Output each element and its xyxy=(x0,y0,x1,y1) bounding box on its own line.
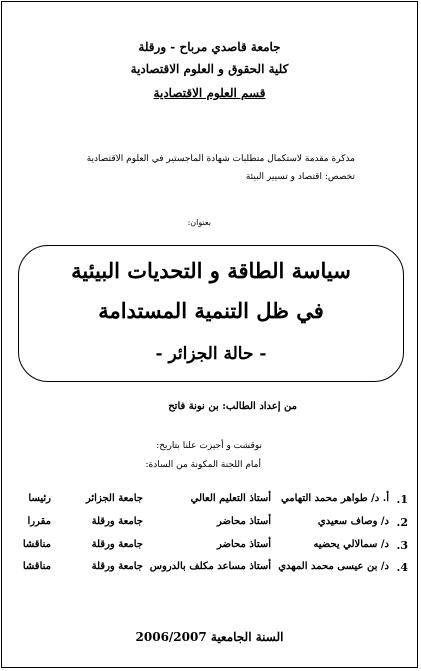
jury-role: مناقشا xyxy=(22,561,51,572)
thesis-cover-page xyxy=(1,1,418,668)
jury-number: 2. xyxy=(396,516,408,529)
jury-row xyxy=(2,516,417,536)
jury-role: مقررا xyxy=(27,516,51,527)
jury-name: د/ بن عيسى محمد المهدي xyxy=(278,561,389,572)
memo-statement: مذكرة مقدمة لاستكمال متطلبات شهادة الماجستير في العلوم الاقتصادية xyxy=(86,154,355,164)
jury-row xyxy=(2,493,417,513)
jury-role: مناقشا xyxy=(22,539,51,550)
jury-number: 3. xyxy=(396,539,408,552)
title-line-3: - حالة الجزائر - xyxy=(155,344,267,364)
department-name xyxy=(2,86,417,100)
jury-role: رئيسا xyxy=(28,493,51,504)
title-box xyxy=(18,245,404,382)
discussion-date-line: نوقشت و أجيزت علنا بتاريخ: xyxy=(156,441,262,451)
title-line-1: سياسة الطاقة و التحديات البيئية xyxy=(71,258,351,283)
title-line-2: في ظل التنمية المستدامة xyxy=(98,298,324,323)
jury-institution: جامعة ورقلة xyxy=(91,516,143,527)
jury-intro: أمام اللجنة المكونة من السادة: xyxy=(145,460,261,470)
jury-rank: أستاذ التعليم العالي xyxy=(190,493,271,504)
jury-row xyxy=(2,561,417,581)
jury-number: 4. xyxy=(396,561,408,574)
faculty-name: كلية الحقوق و العلوم الاقتصادية xyxy=(130,62,289,76)
jury-number: 1. xyxy=(396,493,408,506)
university-name: جامعة قاصدي مرباح - ورقلة xyxy=(138,40,281,54)
department-label: قسم العلوم الاقتصادية xyxy=(153,86,266,100)
jury-name: د/ سمالالي يحضيه xyxy=(313,539,389,550)
jury-name: أ. د/ طواهر محمد التهامي xyxy=(280,493,389,504)
jury-row xyxy=(2,539,417,559)
specialty-line: تخصص: اقتصاد و تسيير البيئة xyxy=(245,172,355,182)
jury-rank: أستاذ محاضر xyxy=(216,539,271,550)
jury-rank: أستاذ محاضر xyxy=(216,516,271,527)
jury-name: د/ وصاف سعيدي xyxy=(317,516,389,527)
student-name: من إعداد الطالب: بن نونة فاتح xyxy=(168,401,297,412)
jury-institution: جامعة ورقلة xyxy=(91,561,143,572)
jury-institution: جامعة الجزائر xyxy=(85,493,143,504)
jury-rank: أستاذ مساعد مكلف بالدروس xyxy=(149,561,271,572)
jury-institution: جامعة ورقلة xyxy=(91,539,143,550)
academic-year: السنة الجامعية 2006/2007 xyxy=(135,630,284,644)
entitled-label: بعنوان: xyxy=(187,218,211,227)
